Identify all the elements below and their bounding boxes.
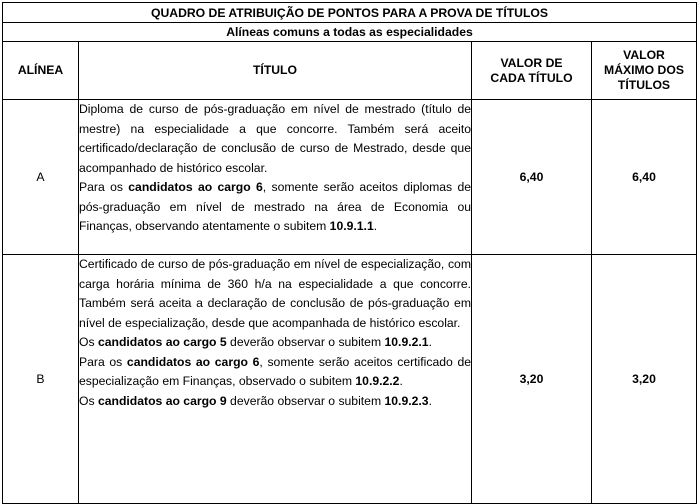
header-valor-maximo — [592, 42, 697, 100]
header-valor-maximo-label: VALOR MÁXIMO DOS TÍTULOS — [604, 48, 684, 92]
row-valor-maximo: 3,20 — [592, 255, 697, 504]
header-alinea: ALÍNEA — [3, 42, 79, 100]
row-alinea: A — [3, 100, 79, 255]
row-paragraph — [79, 392, 471, 412]
header-titulo: TÍTULO — [79, 42, 472, 100]
points-table — [2, 2, 697, 504]
row-paragraph — [79, 353, 471, 392]
table-title: QUADRO DE ATRIBUIÇÃO DE PONTOS PARA A PROVA DE TÍTULOS — [3, 3, 697, 23]
text-run: , somente serão aceitos diplomas de pós-graduação em nível de mestrado na área de Economia ou Finanças, observando atentamente o subitem — [79, 180, 472, 233]
text-run: deverão observar o subitem — [226, 393, 385, 408]
bold-text: candidatos ao cargo 9 — [97, 393, 227, 408]
text-run: Os — [79, 335, 98, 349]
row-paragraph: Certificado de curso de pós-graduação em nível de especialização, com carga horária mínima de 360 h/a na especialidade a que concorre. Também será aceita a declaração de conclusão de pós-graduação em nível de especialização, desde que acompanhada de histórico escolar. — [79, 257, 471, 330]
table-subtitle-row — [3, 23, 697, 42]
row-paragraph: Diploma de curso de pós-graduação em nível de mestrado (título de mestre) na especialidade a que concorre. Também será aceito certificado/declaração de conclusão de curso de Mestrado, desde que acompanhado de histórico escolar. — [79, 102, 471, 175]
row-description — [79, 255, 472, 504]
bold-text: candidatos ao cargo 6 — [128, 180, 263, 194]
table-title-row — [3, 3, 697, 23]
table-subtitle: Alíneas comuns a todas as especialidades — [3, 23, 697, 42]
header-row — [3, 42, 697, 100]
text-run: . — [399, 374, 403, 388]
row-valor-cada: 3,20 — [472, 255, 592, 504]
header-valor-cada — [472, 42, 592, 100]
text-run: Para os — [79, 180, 129, 194]
row-valor-cada: 6,40 — [472, 100, 592, 255]
row-alinea: B — [3, 255, 79, 504]
subitem-reference: 10.9.2.1 — [384, 335, 429, 349]
text-run: . — [428, 335, 432, 349]
row-description — [79, 100, 472, 255]
bold-text: candidatos ao cargo 6 — [126, 354, 260, 369]
bold-text: candidatos ao cargo 5 — [97, 335, 227, 349]
text-run: Para os — [79, 354, 127, 369]
row-valor-maximo: 6,40 — [592, 100, 697, 255]
text-run: . — [428, 393, 432, 408]
row-paragraph — [79, 178, 471, 237]
text-run: . — [373, 219, 378, 233]
text-run: Os — [79, 393, 98, 408]
subitem-reference: 10.9.2.2 — [355, 374, 400, 388]
subitem-reference: 10.9.1.1 — [329, 219, 374, 233]
text-run: deverão observar o subitem — [226, 335, 385, 349]
table-row — [3, 255, 697, 504]
table-row — [3, 100, 697, 255]
row-paragraph — [79, 333, 471, 353]
header-valor-cada-label: VALOR DE CADA TÍTULO — [490, 55, 573, 85]
text-run: , somente serão aceitos certificado de especialização em Finanças, observado o subitem — [79, 354, 471, 388]
subitem-reference: 10.9.2.3 — [384, 393, 429, 408]
